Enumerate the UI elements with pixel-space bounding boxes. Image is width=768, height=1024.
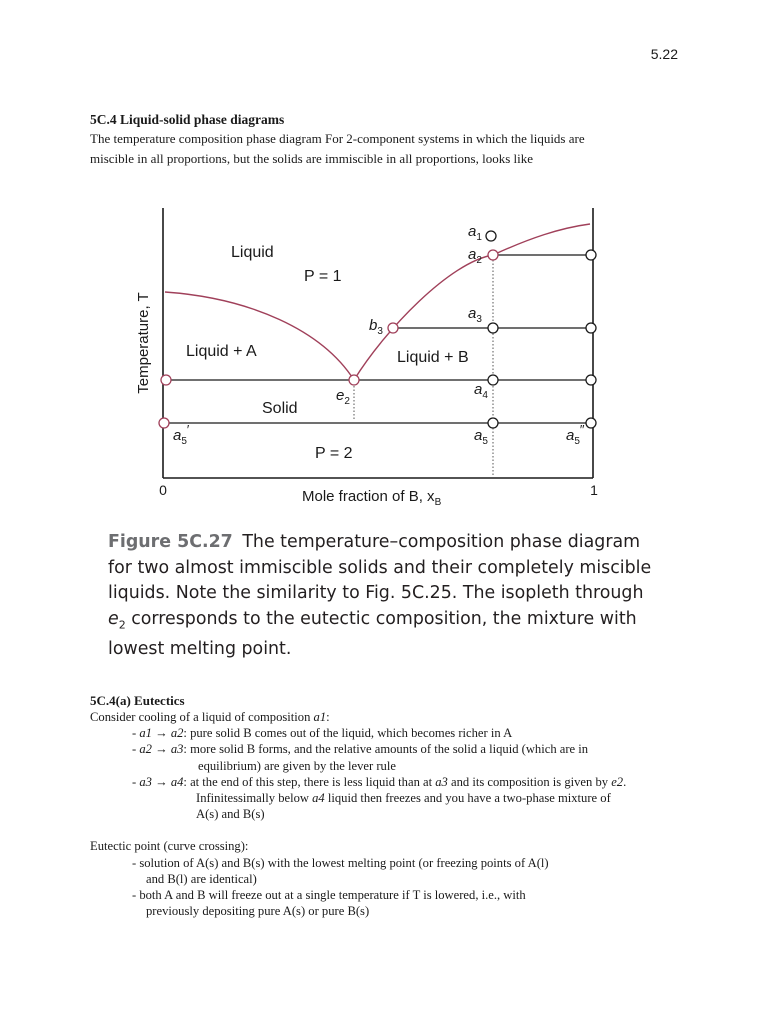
caption-line: lowest melting point.: [108, 639, 292, 660]
point-a1: [486, 231, 496, 241]
section-title: 5C.4 Liquid-solid phase diagrams: [90, 112, 285, 127]
label-e2: $e_2$: [336, 387, 350, 407]
list-item: - both A and B will freeze out at a single temperature if T is lowered, i.e., with: [132, 888, 526, 903]
list-item-cont: A(s) and B(s): [196, 807, 265, 822]
page-number: 5.22: [650, 46, 678, 62]
point-a2-right: [586, 250, 596, 260]
subsection-title: 5C.4(a) Eutectics: [90, 693, 185, 708]
region-p2: P = 2: [315, 445, 353, 462]
label-a5-prime: $a_5'$: [173, 422, 190, 447]
point-a5: [488, 418, 498, 428]
list-item-cont: equilibrium) are given by the lever rule: [198, 758, 396, 773]
list-item-cont: and B(l) are identical): [146, 871, 257, 886]
region-liquid-a: Liquid + A: [186, 343, 257, 360]
region-p1: P = 1: [304, 268, 342, 285]
x-tick-1: 1: [590, 482, 598, 498]
y-axis-label: Temperature, T: [135, 292, 152, 394]
list-item: - solution of A(s) and B(s) with the lowest melting point (or freezing points of A(l): [132, 855, 549, 870]
caption-line: $e_2$ corresponds to the eutectic composition, the mixture with: [108, 608, 637, 631]
point-e2: [349, 375, 359, 385]
figure-number: Figure 5C.27: [108, 532, 233, 552]
eutectics-body: [90, 709, 710, 919]
x-axis-label: Mole fraction of B, $x_B$: [302, 488, 442, 508]
intro-line: miscible in all proportions, but the solids are immiscible in all proportions, looks like: [90, 151, 534, 166]
eutectic-point-title: Eutectic point (curve crossing):: [90, 839, 249, 854]
point-a3-right: [586, 323, 596, 333]
list-item: - a1 → a2: pure solid B comes out of the liquid, which becomes richer in A: [132, 726, 513, 741]
label-a2: $a_2$: [468, 246, 482, 266]
list-item: - a3 → a4: at the end of this step, there is less liquid than at a3 and its composition is given by e2.: [132, 774, 627, 789]
liquidus-curve-a: [165, 292, 354, 380]
point-a4-right: [586, 375, 596, 385]
eutectics-intro: Consider cooling of a liquid of composition a1:: [90, 710, 330, 724]
point-b3: [388, 323, 398, 333]
intro-line: The temperature composition phase diagram For 2-component systems in which the liquids are: [90, 131, 585, 146]
list-item: - a2 → a3: more solid B forms, and the relative amounts of the solid a liquid (which are in: [132, 742, 589, 757]
label-b3: $b_3$: [369, 317, 383, 337]
caption-line: The temperature–composition phase diagram: [242, 532, 641, 552]
label-a3: $a_3$: [468, 305, 482, 325]
caption-line: liquids. Note the similarity to Fig. 5C.25. The isopleth through: [108, 583, 644, 603]
label-a4: $a_4$: [474, 381, 488, 401]
phase-diagram: [0, 195, 768, 515]
x-tick-0: 0: [159, 482, 167, 498]
section-intro: [90, 129, 690, 169]
point-eutectic-left: [161, 375, 171, 385]
region-liquid-b: Liquid + B: [397, 349, 469, 366]
label-a5: $a_5$: [474, 427, 488, 447]
list-item-cont: previously depositing pure A(s) or pure B(s): [146, 904, 370, 919]
point-a5-prime: [159, 418, 169, 428]
point-a5-double-prime: [586, 418, 596, 428]
caption-line: for two almost immiscible solids and their completely miscible: [108, 557, 652, 578]
label-a5-double-prime: $a_5''$: [566, 422, 585, 447]
point-a3: [488, 323, 498, 333]
label-a1: $a_1$: [468, 223, 482, 243]
list-item-cont: Infinitessimally below a4 liquid then freezes and you have a two-phase mixture of: [196, 791, 611, 806]
region-liquid: Liquid: [231, 244, 274, 261]
point-a4: [488, 375, 498, 385]
figure-caption: [108, 530, 668, 663]
point-a2: [488, 250, 498, 260]
region-solid: Solid: [262, 400, 298, 417]
